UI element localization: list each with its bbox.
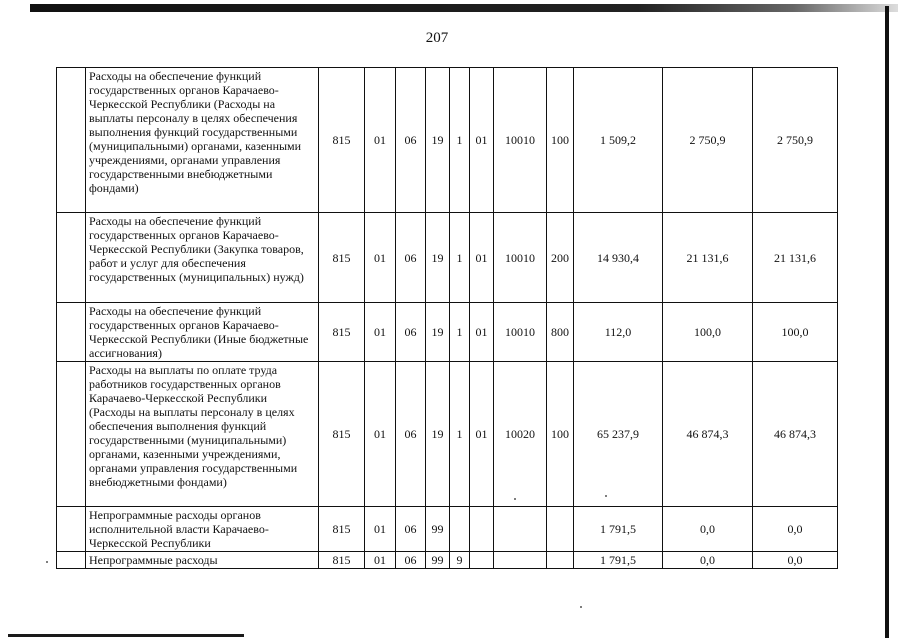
direction-code-cell: 10010 — [494, 213, 547, 303]
row-number-cell — [57, 552, 86, 569]
scan-edge-right — [885, 6, 889, 638]
scan-speck — [580, 606, 582, 608]
expense-type-code-cell — [547, 507, 574, 552]
ministry-code-cell: 815 — [319, 552, 365, 569]
row-number-cell — [57, 213, 86, 303]
main-event-code-cell: 01 — [470, 68, 494, 213]
subsection-code-cell: 06 — [396, 362, 426, 507]
table-row — [57, 303, 838, 362]
subprogram-code-cell: 9 — [450, 552, 470, 569]
table-row — [57, 552, 838, 569]
program-code-cell: 19 — [426, 362, 450, 507]
amount-2-cell: 0,0 — [663, 552, 753, 569]
expense-type-code-cell: 100 — [547, 68, 574, 213]
subprogram-code-cell: 1 — [450, 362, 470, 507]
scan-speck — [46, 561, 48, 563]
direction-code-cell — [494, 507, 547, 552]
amount-1-cell: 1 509,2 — [574, 68, 663, 213]
amount-3-cell: 21 131,6 — [753, 213, 838, 303]
description-cell: Непрограммные расходы — [86, 552, 319, 569]
description-cell: Непрограммные расходы органов исполнительной власти Карачаево-Черкесской Республики — [86, 507, 319, 552]
amount-3-cell: 2 750,9 — [753, 68, 838, 213]
amount-3-cell: 0,0 — [753, 552, 838, 569]
description-cell: Расходы на обеспечение функций государственных органов Карачаево-Черкесской Республики (Закупка товаров, работ и услуг для обеспечения государственных (муниципальных) нужд) — [86, 213, 319, 303]
direction-code-cell: 10010 — [494, 303, 547, 362]
amount-2-cell: 46 874,3 — [663, 362, 753, 507]
row-number-cell — [57, 303, 86, 362]
description-cell: Расходы на выплаты по оплате труда работников государственных органов Карачаево-Черкесской Республики (Расходы на выплаты персоналу в целях обеспечения выполнения функций государственными (муниципальными) органами, казенными учреждениями, органами управления государственными внебюджетными фондами) — [86, 362, 319, 507]
amount-2-cell: 0,0 — [663, 507, 753, 552]
expense-type-code-cell: 800 — [547, 303, 574, 362]
amount-2-cell: 100,0 — [663, 303, 753, 362]
amount-2-cell: 2 750,9 — [663, 68, 753, 213]
direction-code-cell: 10010 — [494, 68, 547, 213]
section-code-cell: 01 — [365, 68, 396, 213]
section-code-cell: 01 — [365, 213, 396, 303]
amount-3-cell: 100,0 — [753, 303, 838, 362]
ministry-code-cell: 815 — [319, 68, 365, 213]
program-code-cell: 19 — [426, 303, 450, 362]
main-event-code-cell — [470, 507, 494, 552]
description-cell: Расходы на обеспечение функций государственных органов Карачаево-Черкесской Республики (Расходы на выплаты персоналу в целях обеспечения выполнения функций государственными (муниципальными) органами, казенными учреждениями, органами управления государственными внебюджетными фондами) — [86, 68, 319, 213]
table-row — [57, 507, 838, 552]
expense-type-code-cell — [547, 552, 574, 569]
table-row — [57, 213, 838, 303]
amount-2-cell: 21 131,6 — [663, 213, 753, 303]
subprogram-code-cell — [450, 507, 470, 552]
scan-edge-top — [30, 4, 898, 12]
subprogram-code-cell: 1 — [450, 213, 470, 303]
subsection-code-cell: 06 — [396, 507, 426, 552]
program-code-cell: 19 — [426, 68, 450, 213]
amount-3-cell: 46 874,3 — [753, 362, 838, 507]
amount-1-cell: 1 791,5 — [574, 552, 663, 569]
direction-code-cell: 10020 — [494, 362, 547, 507]
amount-1-cell: 65 237,9 — [574, 362, 663, 507]
expense-type-code-cell: 200 — [547, 213, 574, 303]
section-code-cell: 01 — [365, 303, 396, 362]
row-number-cell — [57, 362, 86, 507]
amount-1-cell: 14 930,4 — [574, 213, 663, 303]
subprogram-code-cell: 1 — [450, 68, 470, 213]
subsection-code-cell: 06 — [396, 213, 426, 303]
expense-type-code-cell: 100 — [547, 362, 574, 507]
table-row — [57, 362, 838, 507]
row-number-cell — [57, 68, 86, 213]
main-event-code-cell: 01 — [470, 303, 494, 362]
subsection-code-cell: 06 — [396, 68, 426, 213]
table-row — [57, 68, 838, 213]
budget-table — [56, 67, 838, 569]
subsection-code-cell: 06 — [396, 552, 426, 569]
main-event-code-cell — [470, 552, 494, 569]
program-code-cell: 99 — [426, 507, 450, 552]
ministry-code-cell: 815 — [319, 213, 365, 303]
amount-3-cell: 0,0 — [753, 507, 838, 552]
subsection-code-cell: 06 — [396, 303, 426, 362]
main-event-code-cell: 01 — [470, 213, 494, 303]
ministry-code-cell: 815 — [319, 362, 365, 507]
ministry-code-cell: 815 — [319, 303, 365, 362]
subprogram-code-cell: 1 — [450, 303, 470, 362]
row-number-cell — [57, 507, 86, 552]
direction-code-cell — [494, 552, 547, 569]
main-event-code-cell: 01 — [470, 362, 494, 507]
section-code-cell: 01 — [365, 362, 396, 507]
page-number: 207 — [425, 30, 449, 46]
ministry-code-cell: 815 — [319, 507, 365, 552]
amount-1-cell: 1 791,5 — [574, 507, 663, 552]
section-code-cell: 01 — [365, 552, 396, 569]
program-code-cell: 99 — [426, 552, 450, 569]
program-code-cell: 19 — [426, 213, 450, 303]
section-code-cell: 01 — [365, 507, 396, 552]
description-cell: Расходы на обеспечение функций государственных органов Карачаево-Черкесской Республики (Иные бюджетные ассигнования) — [86, 303, 319, 362]
scan-edge-bottom — [8, 634, 244, 637]
amount-1-cell: 112,0 — [574, 303, 663, 362]
